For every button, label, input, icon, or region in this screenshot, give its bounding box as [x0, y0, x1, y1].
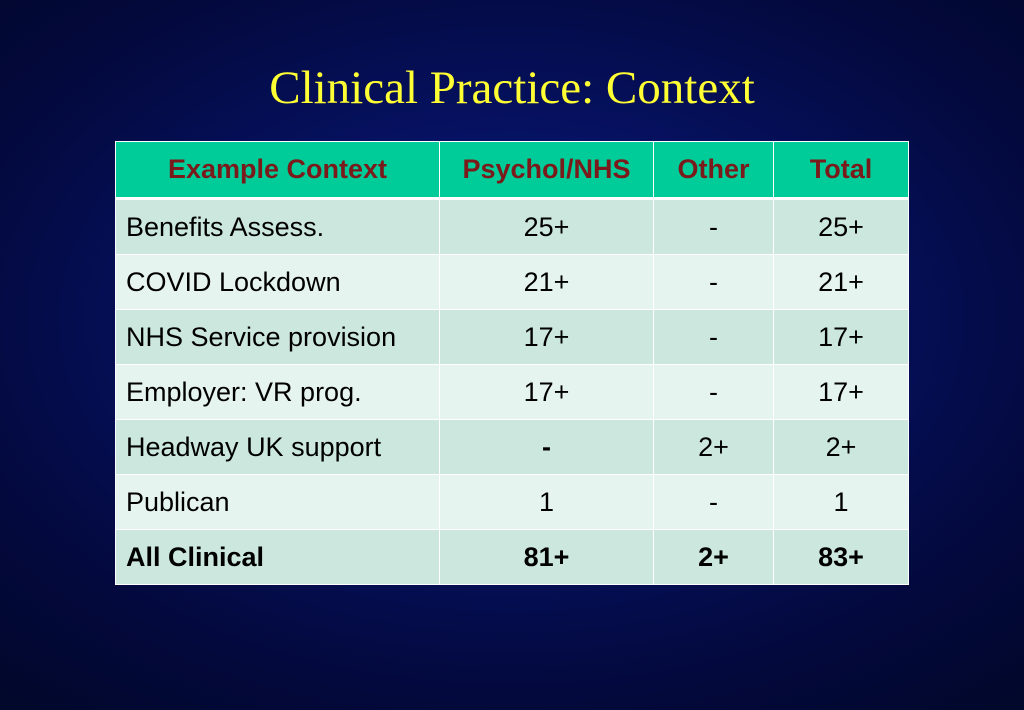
cell-other: -	[654, 255, 774, 310]
table-header-row	[116, 142, 909, 199]
cell-other: -	[654, 199, 774, 255]
header-other: Other	[654, 142, 774, 199]
cell-context: Employer: VR prog.	[116, 365, 440, 420]
cell-context: Headway UK support	[116, 420, 440, 475]
cell-total: 17+	[774, 365, 909, 420]
cell-other: -	[654, 310, 774, 365]
cell-total: 17+	[774, 310, 909, 365]
table-row	[116, 310, 909, 365]
cell-total: 2+	[774, 420, 909, 475]
cell-context: Publican	[116, 475, 440, 530]
cell-other: -	[654, 475, 774, 530]
context-table	[115, 141, 909, 585]
cell-psychol-nhs: -	[440, 420, 654, 475]
table-row	[116, 475, 909, 530]
header-psychol-nhs: Psychol/NHS	[440, 142, 654, 199]
table-row	[116, 420, 909, 475]
table-row	[116, 365, 909, 420]
header-total: Total	[774, 142, 909, 199]
cell-context: All Clinical	[116, 530, 440, 585]
cell-psychol-nhs: 21+	[440, 255, 654, 310]
slide-title: Clinical Practice: Context	[269, 62, 755, 114]
cell-psychol-nhs: 81+	[440, 530, 654, 585]
cell-psychol-nhs: 1	[440, 475, 654, 530]
cell-other: 2+	[654, 420, 774, 475]
cell-context: COVID Lockdown	[116, 255, 440, 310]
cell-total: 25+	[774, 199, 909, 255]
cell-psychol-nhs: 17+	[440, 310, 654, 365]
cell-total: 21+	[774, 255, 909, 310]
table-row	[116, 199, 909, 255]
table-row	[116, 255, 909, 310]
cell-psychol-nhs: 25+	[440, 199, 654, 255]
cell-total: 1	[774, 475, 909, 530]
cell-total: 83+	[774, 530, 909, 585]
cell-psychol-nhs: 17+	[440, 365, 654, 420]
cell-other: -	[654, 365, 774, 420]
cell-context: NHS Service provision	[116, 310, 440, 365]
header-example-context: Example Context	[116, 142, 440, 199]
cell-other: 2+	[654, 530, 774, 585]
cell-context: Benefits Assess.	[116, 199, 440, 255]
table-total-row	[116, 530, 909, 585]
